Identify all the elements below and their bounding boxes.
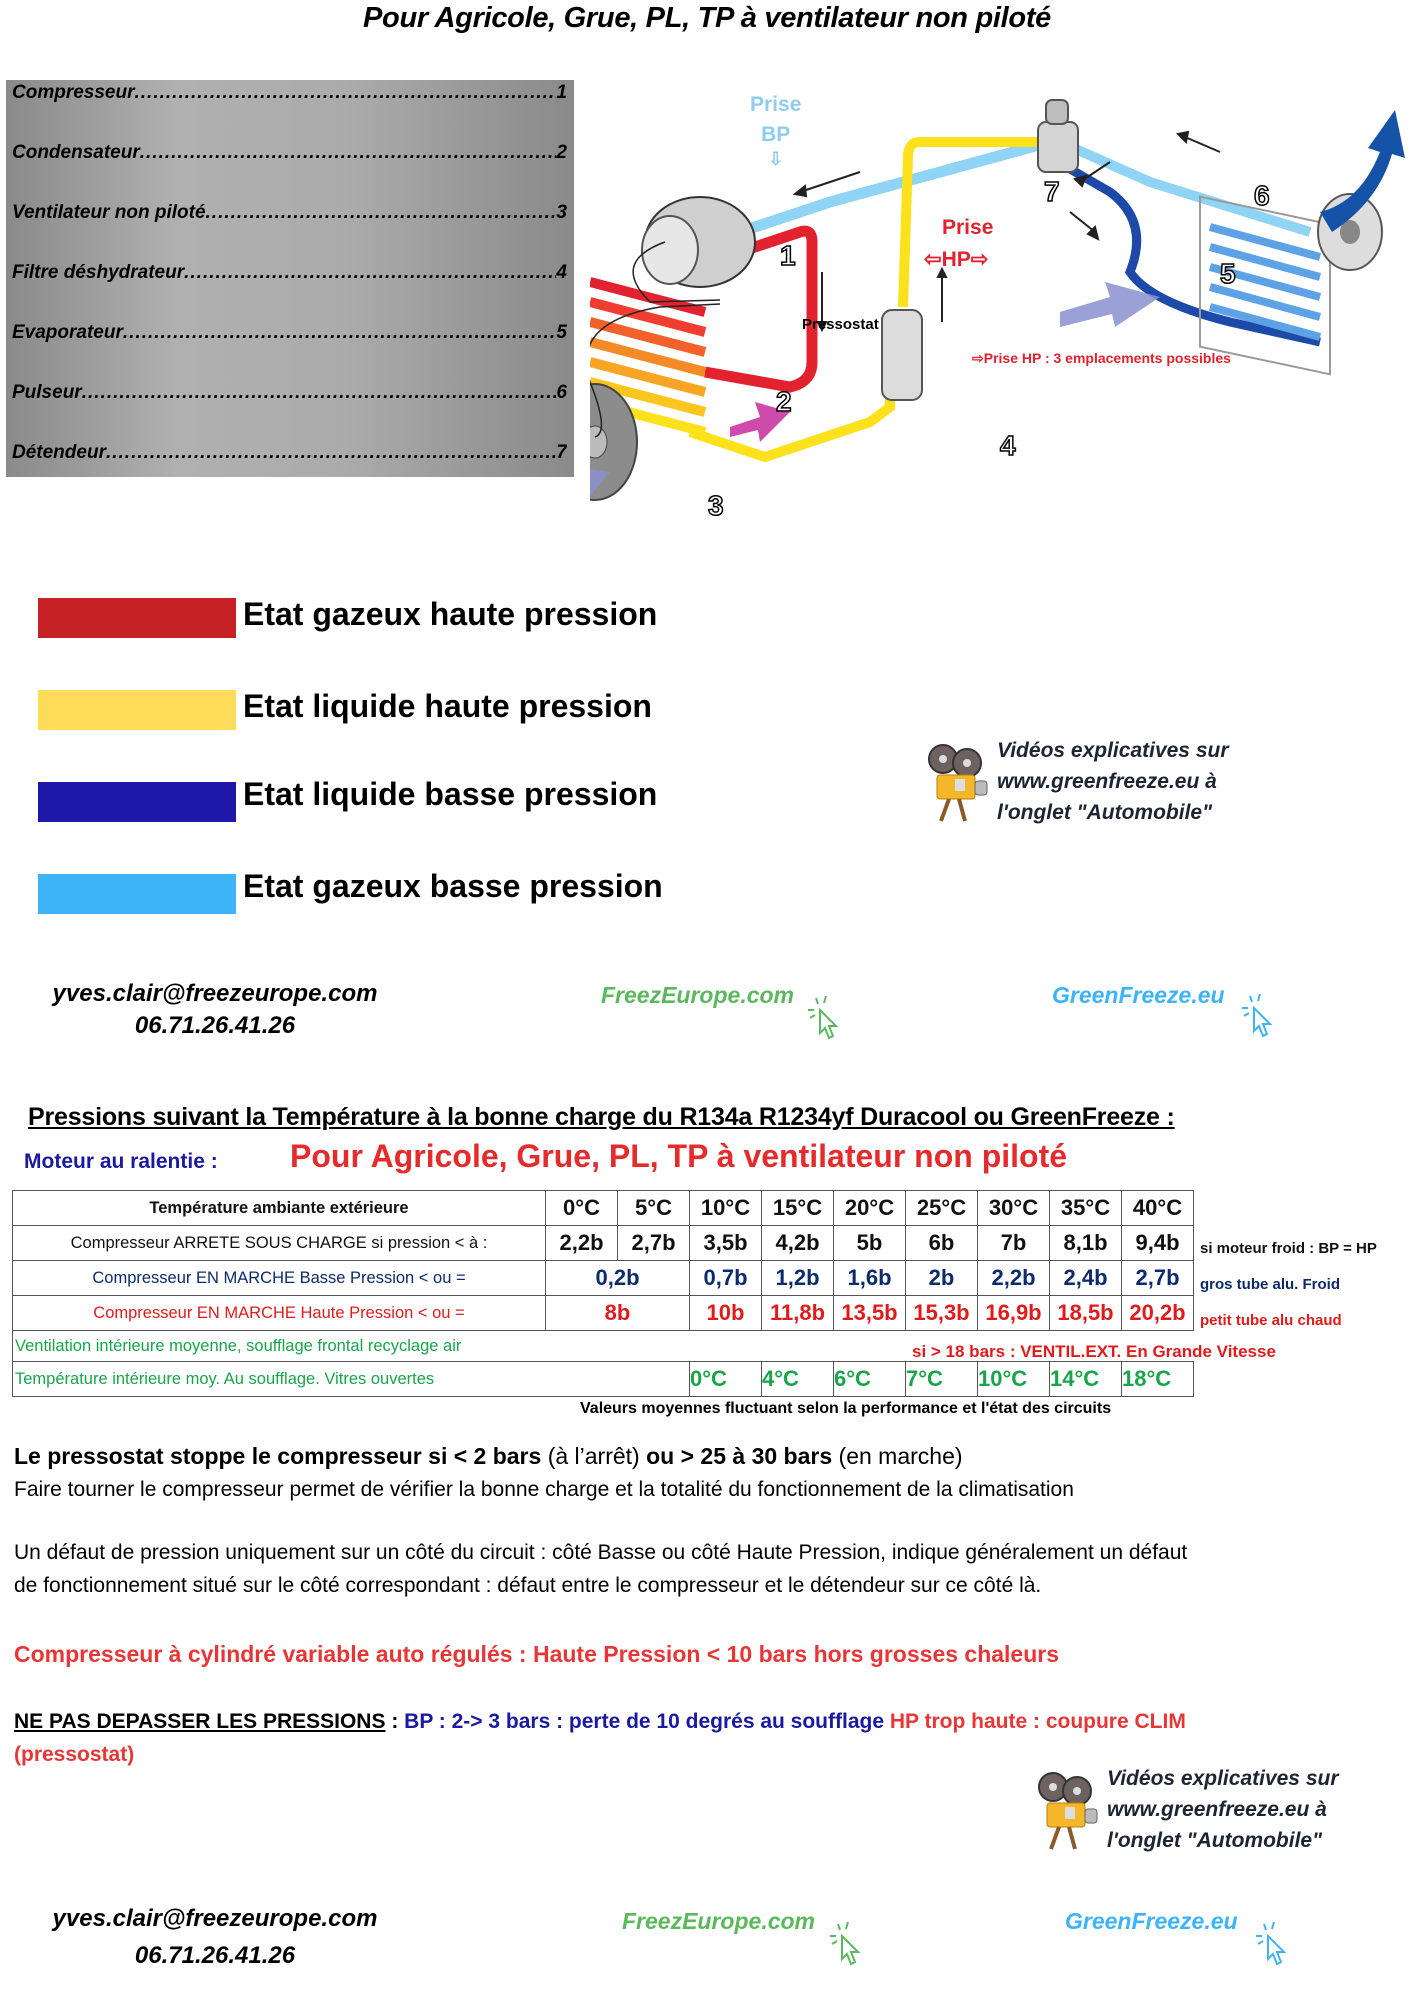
contact-block	[30, 978, 400, 1042]
defaut-note-line1: Un défaut de pression uniquement sur un côté du circuit : côté Basse ou côté Haute Pression, indique généralement un défaut	[14, 1541, 1188, 1564]
legend-label-liquide-bp: Etat liquide basse pression	[243, 776, 658, 812]
pressure-subtitle: Pour Agricole, Grue, PL, TP à ventilateur non piloté	[290, 1138, 1068, 1174]
table-row-interieur: Température intérieure moy. Au soufflage. Vitres ouvertes 0°C 4°C 6°C 7°C 10°C 14°C 18°C	[13, 1362, 1194, 1397]
marker-6: 6	[1254, 180, 1270, 211]
click-cursor-icon	[1242, 994, 1282, 1044]
pressure-heading: Pressions suivant la Température à la bonne charge du R134a R1234yf Duracool ou GreenFreeze :	[28, 1103, 1175, 1131]
email-link[interactable]: yves.clair@freezeurope.com	[52, 1905, 378, 1932]
freezeurope-link[interactable]: FreezEurope.com	[601, 982, 794, 1008]
parts-item-evaporateur: Evaporateur ..... 5	[12, 322, 567, 344]
table-row-haute-pression: Compresseur EN MARCHE Haute Pression < ou = 8b 10b 11,8b 13,5b 15,3b 16,9b 18,5b 20,2b	[13, 1296, 1194, 1331]
email-link[interactable]: yves.clair@freezeurope.com	[52, 980, 378, 1007]
video-promo[interactable]: Vidéos explicatives sur www.greenfreeze.eu à l'onglet "Automobile"	[925, 735, 1229, 828]
pressostat-note: Le pressostat stoppe le compresseur si < 2 bars (à l’arrêt) ou > 25 à 30 bars (en marche)	[14, 1443, 963, 1469]
page-title: Pour Agricole, Grue, PL, TP à ventilateur non piloté	[362, 2, 1052, 34]
parts-legend-box	[6, 80, 574, 477]
pressostat-label: Pressostat	[802, 316, 879, 333]
swatch-liquide-bp	[38, 782, 236, 822]
parts-item-condensateur: Condensateur ..... 2	[12, 142, 567, 164]
table-row-temperature: Température ambiante extérieure 0°C 5°C 10°C 15°C 20°C 25°C 30°C 35°C 40°C	[13, 1191, 1194, 1226]
note-moteur-froid: si moteur froid : BP = HP	[1200, 1240, 1377, 1257]
marker-7: 7	[1044, 176, 1060, 207]
right-arrow-icon: ⇨	[970, 248, 989, 271]
cylindree-note: Compresseur à cylindré variable auto régulés : Haute Pression < 10 bars hors grosses chaleurs	[14, 1641, 1060, 1667]
parts-item-ventilateur: Ventilateur non piloté ..... 3	[12, 202, 567, 224]
marker-4: 4	[1000, 430, 1016, 461]
parts-item-detendeur: Détendeur ..... 7	[12, 442, 567, 464]
marker-5: 5	[1220, 258, 1236, 289]
video-promo-bottom[interactable]: Vidéos explicatives sur www.greenfreeze.eu à l'onglet "Automobile"	[1035, 1763, 1339, 1856]
prise-hp-label: Prise ⇦HP⇨	[924, 216, 994, 271]
ac-circuit-diagram	[590, 82, 1410, 542]
swatch-liquide-hp	[38, 690, 236, 730]
prise-bp-label: Prise BP ⇩	[750, 93, 802, 169]
greenfreeze-link[interactable]: GreenFreeze.eu	[1065, 1908, 1238, 1934]
legend-label-gaz-hp: Etat gazeux haute pression	[243, 596, 658, 632]
table-row-basse-pression: Compresseur EN MARCHE Basse Pression < ou = 0,2b 0,7b 1,2b 1,6b 2b 2,2b 2,4b 2,7b	[13, 1261, 1194, 1296]
marker-2: 2	[776, 386, 792, 417]
film-camera-icon	[925, 741, 993, 823]
defaut-note-line2: de fonctionnement situé sur le côté correspondant : défaut entre le compresseur et le détendeur sur ce côté là.	[14, 1574, 1042, 1597]
marker-1: 1	[780, 240, 796, 271]
note-petit-tube: petit tube alu chaud	[1200, 1312, 1342, 1329]
left-arrow-icon: ⇦	[924, 248, 942, 271]
ne-pas-depasser-note: NE PAS DEPASSER LES PRESSIONS : BP : 2-> 3 bars : perte de 10 degrés au soufflage HP trop haute : coupure CLIM	[14, 1710, 1186, 1733]
click-cursor-icon	[1256, 1922, 1296, 1972]
marker-3: 3	[708, 490, 724, 521]
circuit-illustration	[590, 82, 1410, 542]
greenfreeze-link[interactable]: GreenFreeze.eu	[1052, 982, 1225, 1008]
phone-number: 06.71.26.41.26	[134, 1942, 296, 1969]
parts-item-filtre: Filtre déshydrateur ..... 4	[12, 262, 567, 284]
faire-tourner-note: Faire tourner le compresseur permet de vérifier la bonne charge et la totalité du fonctionnement de la climatisation	[14, 1478, 1074, 1501]
pressure-table	[12, 1190, 1194, 1397]
legend-label-liquide-hp: Etat liquide haute pression	[243, 688, 652, 724]
click-cursor-icon	[830, 1922, 870, 1972]
right-arrow-icon: ⇨	[972, 350, 984, 366]
table-row-ventilation: Ventilation intérieure moyenne, soufflage frontal recyclage air	[13, 1331, 1194, 1362]
phone-number: 06.71.26.41.26	[134, 1012, 296, 1039]
table-row-arrete: Compresseur ARRETE SOUS CHARGE si pression < à : 2,2b 2,7b 3,5b 4,2b 5b 6b 7b 8,1b 9,4b	[13, 1226, 1194, 1261]
swatch-gaz-hp	[38, 598, 236, 638]
legend-label-gaz-bp: Etat gazeux basse pression	[243, 868, 663, 904]
swatch-gaz-bp	[38, 874, 236, 914]
pressostat-paren: (pressostat)	[14, 1743, 135, 1766]
prise-hp-note: ⇨Prise HP : 3 emplacements possibles	[972, 350, 1231, 366]
moteur-label: Moteur au ralentie :	[24, 1150, 218, 1173]
film-camera-icon	[1035, 1769, 1103, 1851]
parts-item-pulseur: Pulseur ..... 6	[12, 382, 567, 404]
parts-item-compresseur: Compresseur ..... 1	[12, 82, 567, 104]
down-arrow-icon: ⇩	[768, 149, 784, 169]
freezeurope-link[interactable]: FreezEurope.com	[622, 1908, 815, 1934]
table-footnote: Valeurs moyennes fluctuant selon la performance et l'état des circuits	[580, 1400, 1112, 1417]
contact-block-bottom	[30, 1900, 400, 1974]
note-ventil-ext: si > 18 bars : VENTIL.EXT. En Grande Vitesse	[912, 1342, 1276, 1361]
note-gros-tube: gros tube alu. Froid	[1200, 1276, 1341, 1293]
click-cursor-icon	[808, 996, 848, 1046]
